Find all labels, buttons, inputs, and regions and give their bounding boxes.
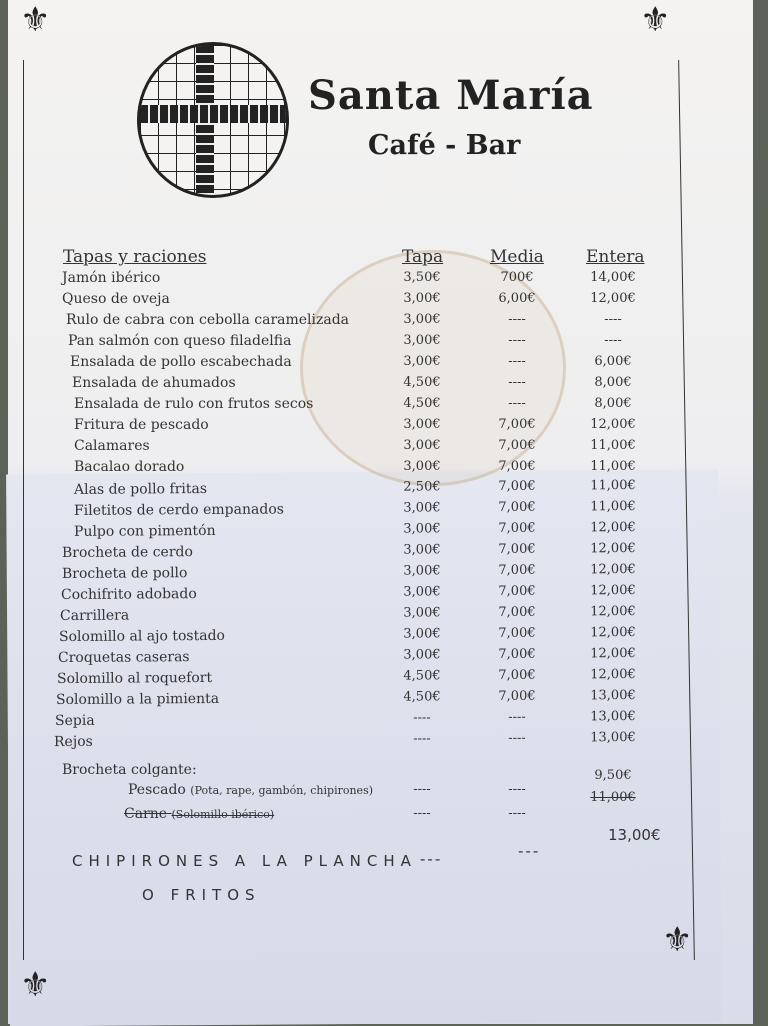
price-entera: 13,00€ [590, 709, 636, 725]
price-entera: 11,00€ [590, 459, 636, 474]
price-tapa: ---- [413, 782, 431, 797]
item-note: (Pota, rape, gambón, chipirones) [190, 784, 374, 797]
price-media: 7,00€ [498, 604, 536, 620]
item-name: Solomillo al roquefort [56, 669, 213, 688]
price-entera: ---- [604, 333, 622, 348]
price-tapa: 3,00€ [403, 521, 441, 537]
price-media: ---- [508, 730, 526, 746]
corner-ornament-icon: ⚜ [20, 965, 51, 1005]
menu-row [0, 417, 700, 437]
item-name: Carrillera [59, 607, 130, 625]
column-entera: Entera [586, 247, 645, 267]
price-media: ---- [508, 396, 526, 411]
item-name: Rejos [53, 733, 93, 751]
price-media: 6,00€ [498, 291, 536, 306]
menu-row [0, 459, 700, 479]
menu-row [0, 396, 700, 416]
menu-row [0, 291, 700, 311]
price-entera: 12,00€ [590, 667, 636, 683]
item-name: Calamares [74, 438, 150, 454]
cafe-subtitle: Café - Bar [368, 130, 521, 161]
price-media: 7,00€ [498, 417, 536, 432]
item-note: (Solomillo ibérico) [171, 808, 275, 821]
price-tapa: 4,50€ [403, 375, 441, 390]
price-tapa: 3,00€ [403, 312, 441, 327]
item-name: Queso de oveja [62, 291, 170, 307]
price-entera: 12,00€ [590, 541, 636, 557]
price-media: ---- [508, 375, 526, 390]
item-name: Ensalada de ahumados [72, 375, 236, 391]
price-media: ---- [508, 312, 526, 327]
menu-row [0, 270, 700, 290]
price-entera: 12,00€ [590, 604, 636, 620]
item-name: Fritura de pescado [74, 417, 209, 433]
item-name: Brocheta de pollo [61, 565, 188, 583]
price-tapa: 3,00€ [403, 563, 441, 579]
price-tapa: ---- [413, 806, 431, 821]
cross-logo-icon [137, 42, 289, 198]
corner-ornament-icon: ⚜ [662, 920, 693, 960]
price-entera: 8,00€ [594, 396, 632, 411]
price-entera: ---- [604, 312, 622, 327]
price-tapa: 4,50€ [403, 689, 441, 705]
item-name: Sepia [54, 712, 95, 730]
price-media: ---- [508, 806, 526, 821]
price-entera: 11,00€ [590, 499, 636, 515]
cafe-title: Santa María [308, 72, 594, 119]
item-name: Rulo de cabra con cebolla caramelizada [66, 312, 350, 328]
price-tapa: 3,00€ [403, 542, 441, 558]
handwritten-price: 13,00€ [608, 826, 661, 844]
item-name: Pan salmón con queso filadelfia [68, 333, 292, 349]
price-entera: 9,50€ [594, 768, 632, 783]
price-tapa: ---- [413, 731, 431, 747]
price-tapa: 2,50€ [403, 479, 441, 495]
item-name: Ensalada de rulo con frutos secos [74, 396, 314, 412]
price-entera: 12,00€ [590, 646, 636, 662]
price-tapa: 3,00€ [403, 333, 441, 348]
price-media: 7,00€ [498, 646, 536, 662]
price-media: 7,00€ [498, 459, 536, 474]
column-media: Media [490, 247, 544, 267]
price-entera: 12,00€ [590, 625, 636, 641]
item-name: Ensalada de pollo escabechada [70, 354, 292, 370]
menu-row [0, 354, 700, 374]
price-tapa: 3,00€ [403, 500, 441, 516]
price-entera: 12,00€ [590, 562, 636, 578]
item-name: Croquetas caseras [57, 649, 190, 667]
price-media: 7,00€ [498, 625, 536, 641]
price-media: 7,00€ [498, 583, 536, 599]
price-media: ---- [508, 333, 526, 348]
price-tapa: 3,00€ [403, 605, 441, 621]
corner-ornament-icon: ⚜ [640, 0, 671, 40]
price-media: 7,00€ [498, 438, 536, 453]
price-media: ---- [508, 709, 526, 725]
price-tapa: 3,00€ [403, 584, 441, 600]
price-entera: 13,00€ [590, 730, 636, 746]
handwritten-item: CHIPIRONES A LA PLANCHA [72, 852, 417, 870]
menu-row [0, 375, 700, 395]
price-tapa: 3,50€ [403, 270, 441, 285]
price-entera: 8,00€ [594, 375, 632, 390]
price-entera: 12,00€ [590, 520, 636, 536]
price-tapa: 3,00€ [403, 417, 441, 432]
price-entera: 12,00€ [590, 417, 636, 432]
item-name: Alas de pollo fritas [73, 480, 208, 498]
item-name: Brocheta de cerdo [61, 544, 193, 562]
item-name: Pescado [128, 782, 186, 798]
price-tapa: 3,00€ [403, 647, 441, 663]
price-media: 7,00€ [498, 541, 536, 557]
price-media: 700€ [500, 270, 534, 285]
column-tapa: Tapa [402, 247, 444, 267]
price-entera: 12,00€ [590, 583, 636, 599]
price-tapa: 3,00€ [403, 626, 441, 642]
menu-row [0, 312, 700, 332]
price-entera: 6,00€ [594, 354, 632, 369]
price-entera: 11,00€ [590, 438, 636, 453]
price-media: 7,00€ [498, 667, 536, 683]
item-name: Filetitos de cerdo empanados [73, 501, 284, 519]
handwritten-tapa: --- [420, 850, 443, 868]
price-entera: 12,00€ [590, 291, 636, 306]
item-name: Bacalao dorado [74, 459, 185, 475]
menu-row [0, 438, 700, 458]
price-media: 7,00€ [498, 478, 536, 494]
price-tapa: ---- [413, 710, 431, 726]
item-name: Brocheta colgante: [62, 762, 197, 778]
price-media: 7,00€ [498, 499, 536, 515]
handwritten-media: --- [518, 842, 541, 860]
item-name: Pulpo con pimentón [73, 522, 216, 540]
price-media: ---- [508, 354, 526, 369]
handwritten-item-line2: O FRITOS [142, 886, 261, 904]
price-media: 7,00€ [498, 688, 536, 704]
item-name: Cochifrito adobado [60, 586, 197, 604]
price-tapa: 4,50€ [403, 396, 441, 411]
price-entera: 11,00€ [590, 790, 636, 805]
item-name: Carne [124, 806, 168, 822]
section-heading: Tapas y raciones [63, 247, 207, 267]
price-media: ---- [508, 782, 526, 797]
price-entera: 13,00€ [590, 688, 636, 704]
price-entera: 11,00€ [590, 478, 636, 494]
price-tapa: 3,00€ [403, 291, 441, 306]
price-entera: 14,00€ [590, 270, 636, 285]
price-tapa: 4,50€ [403, 668, 441, 684]
price-tapa: 3,00€ [403, 354, 441, 369]
price-media: 7,00€ [498, 520, 536, 536]
item-name: Solomillo a la pimienta [55, 690, 220, 709]
price-tapa: 3,00€ [403, 459, 441, 474]
price-tapa: 3,00€ [403, 438, 441, 453]
corner-ornament-icon: ⚜ [20, 0, 51, 40]
item-name: Solomillo al ajo tostado [58, 627, 226, 646]
item-name: Jamón ibérico [62, 270, 161, 286]
menu-row [0, 333, 700, 353]
price-media: 7,00€ [498, 562, 536, 578]
